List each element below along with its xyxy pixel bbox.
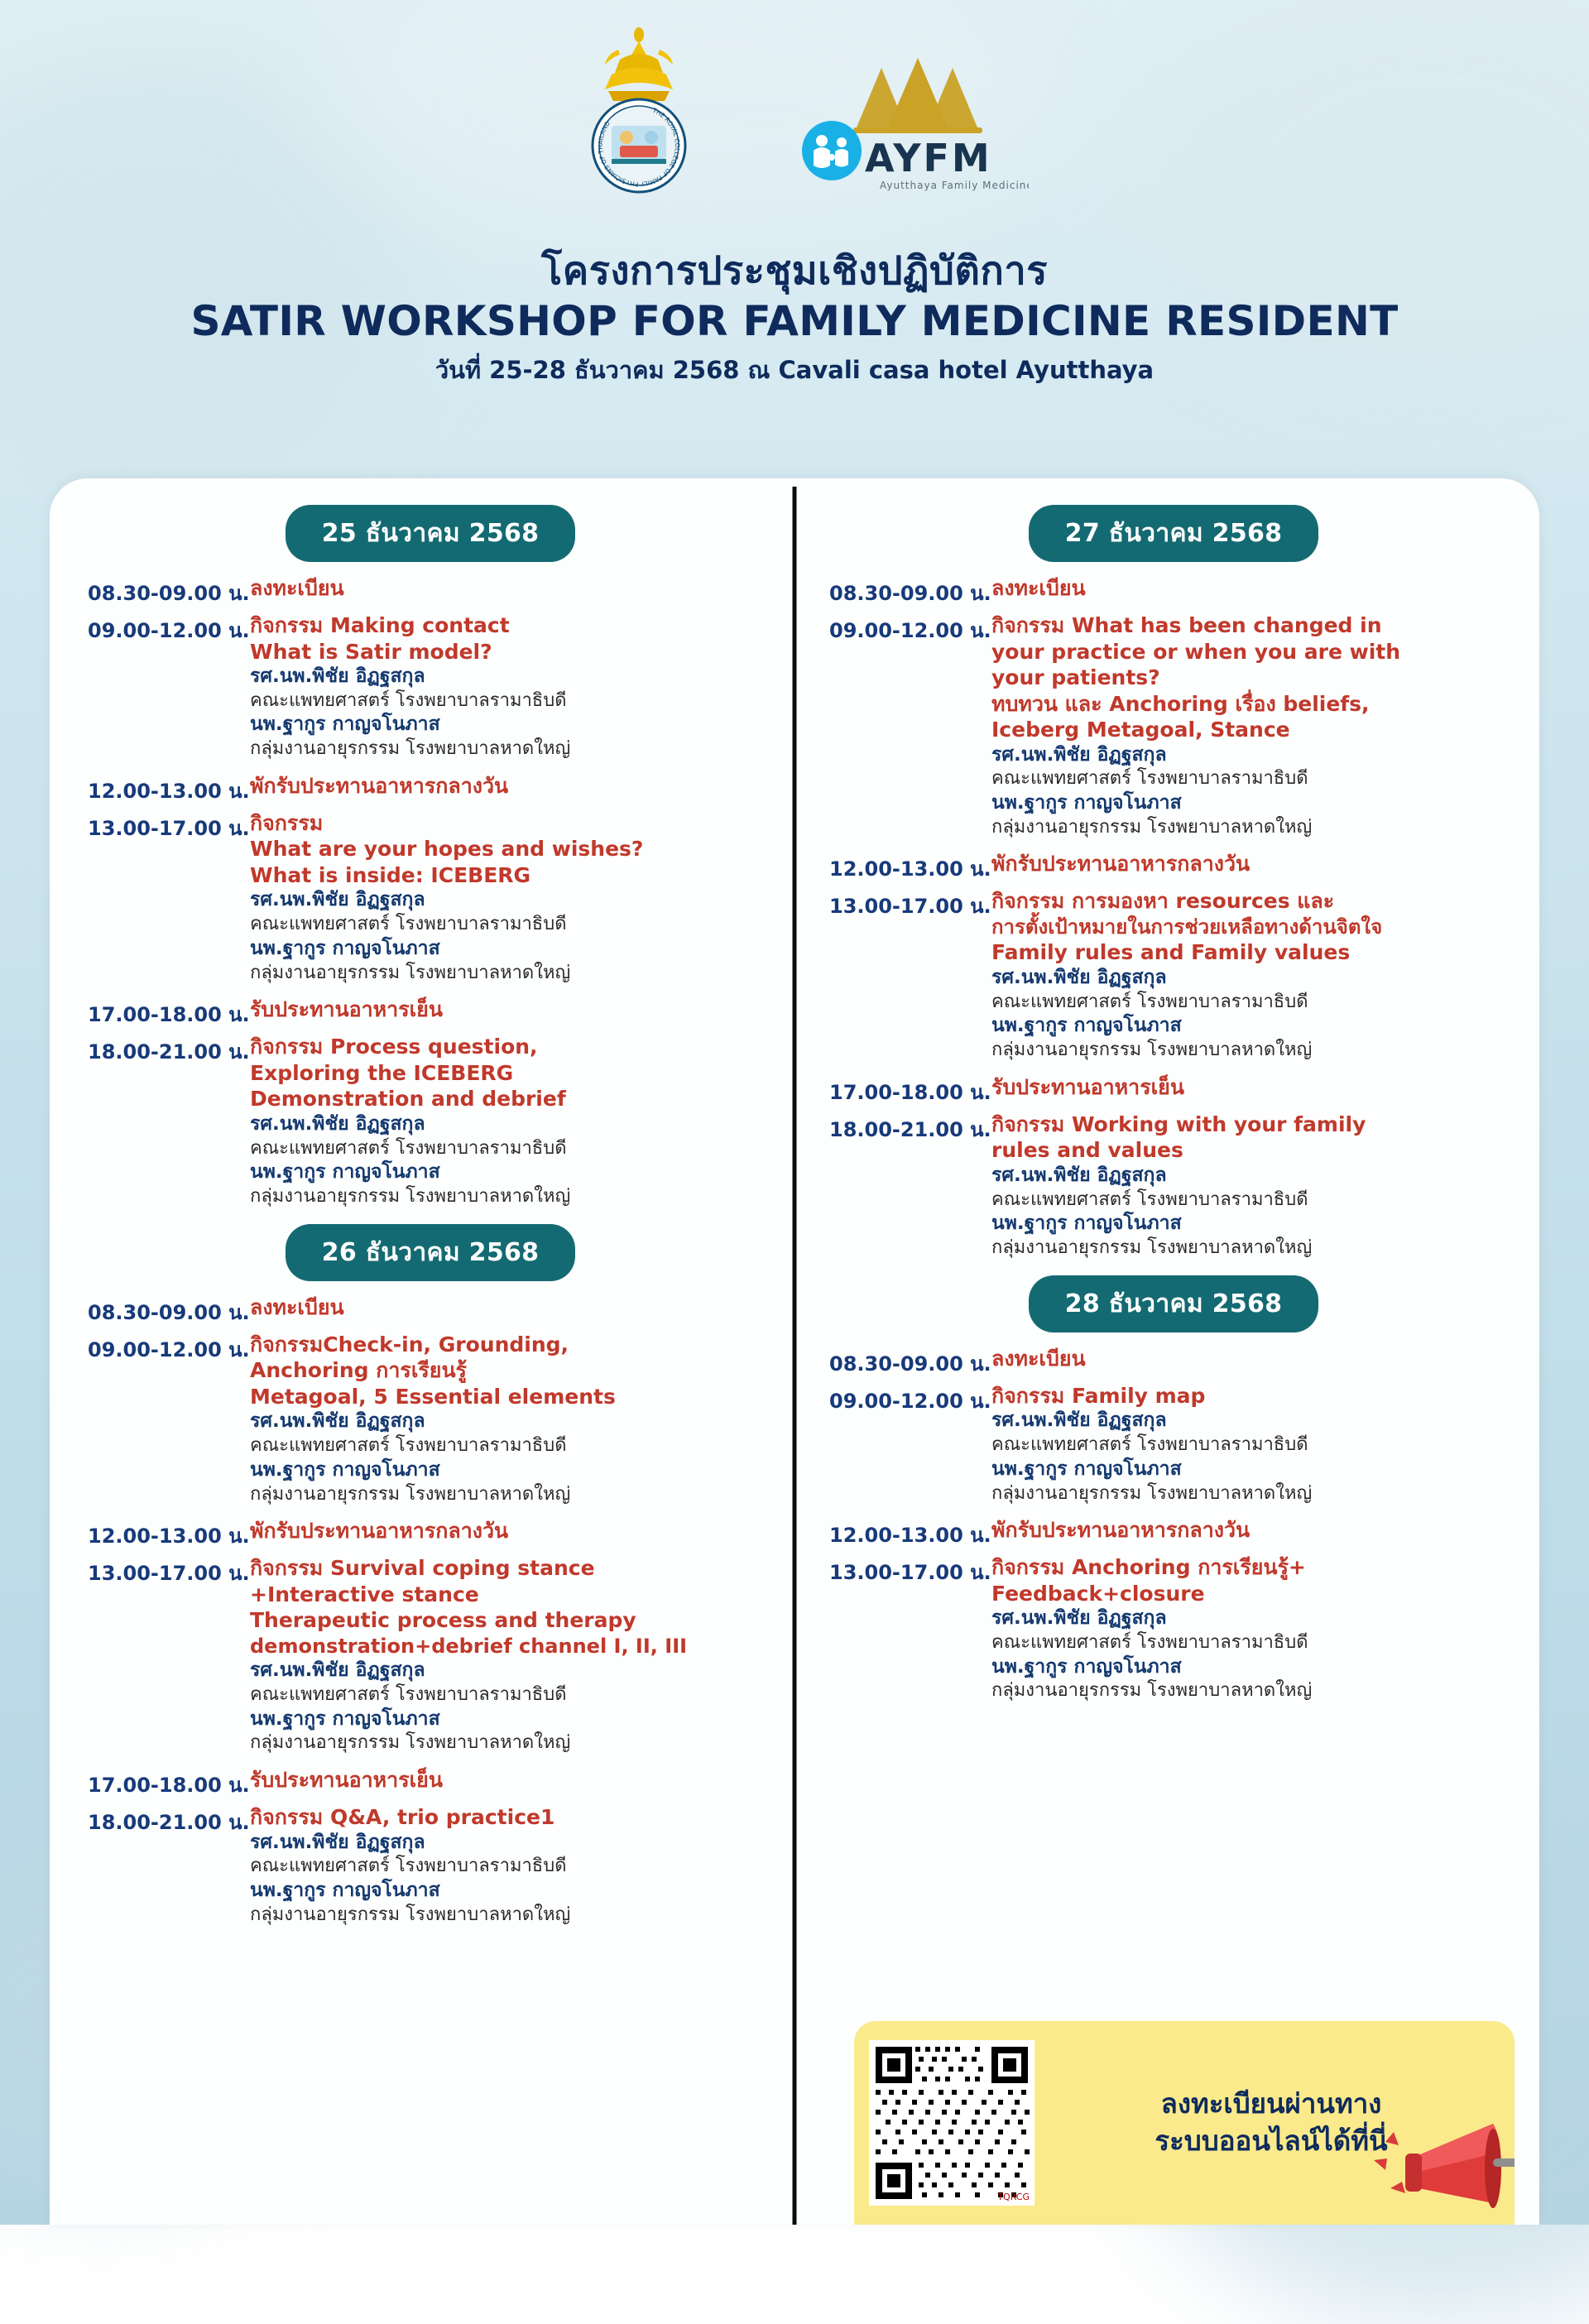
row-spacer (250, 1928, 773, 1936)
schedule-time: 09.00-12.00 น. (88, 1337, 250, 1361)
speaker-affiliation: กลุ่มงานอายุรกรรม โรงพยาบาลหาดใหญ่ (991, 1482, 1313, 1504)
schedule-time: 17.00-18.00 น. (88, 1774, 250, 1798)
schedule-description (991, 1517, 1518, 1549)
activity-line: กิจกรรม การมองหา resources และ (991, 889, 1335, 914)
schedule-day (88, 505, 773, 1217)
row-spacer (250, 985, 773, 993)
row-spacer (250, 1506, 773, 1515)
day-rows (829, 575, 1518, 1269)
row-spacer (991, 1703, 1518, 1712)
speaker-affiliation: กลุ่มงานอายุรกรรม โรงพยาบาลหาดใหญ่ (250, 962, 571, 983)
schedule-description (991, 1112, 1518, 1269)
ayfm-logo (756, 51, 1029, 229)
speaker-name: รศ.นพ.พิชัย อิฏฐสกุล (250, 1112, 425, 1135)
activity-line: your practice or when you are with (991, 639, 1401, 664)
row-spacer (250, 1023, 773, 1028)
schedule-description (250, 575, 773, 607)
speaker-affiliation: กลุ่มงานอายุรกรรม โรงพยาบาลหาดใหญ่ (250, 1186, 571, 1208)
schedule-description (991, 1074, 1518, 1106)
schedule-row (88, 996, 773, 1030)
speaker-affiliation: กลุ่มงานอายุรกรรม โรงพยาบาลหาดใหญ่ (250, 738, 571, 760)
activity-line: กิจกรรม (250, 810, 324, 835)
schedule-description (250, 1518, 773, 1549)
schedule-row (88, 1555, 773, 1764)
row-spacer (250, 1793, 773, 1798)
row-spacer (250, 761, 773, 770)
schedule-row (88, 612, 773, 770)
schedule-time: 08.30-09.00 น. (88, 1300, 250, 1324)
registration-caption-line1: ลงทะเบียนผ่านทาง (1160, 2087, 1382, 2120)
activity-line: พักรับประทานอาหารกลางวัน (250, 773, 509, 798)
activity-line: Demonstration and debrief (250, 1087, 566, 1112)
row-spacer (991, 1371, 1518, 1376)
royal-college-logo (560, 22, 718, 228)
schedule-time: 13.00-17.00 น. (829, 895, 991, 919)
activity-line: กิจกรรมCheck-in, Grounding, (250, 1332, 569, 1356)
speaker-affiliation: คณะแพทยศาสตร์ โรงพยาบาลรามาธิบดี (991, 1632, 1308, 1653)
speaker-name: รศ.นพ.พิชัย อิฏฐสกุล (991, 743, 1167, 766)
schedule-description (991, 888, 1518, 1070)
schedule-time: 12.00-13.00 น. (88, 1525, 250, 1549)
activity-line: ลงทะเบียน (250, 1294, 344, 1319)
schedule-row (829, 851, 1518, 885)
speaker-affiliation: กลุ่มงานอายุรกรรม โรงพยาบาลหาดใหญ่ (991, 1680, 1313, 1702)
logo-row (0, 22, 1589, 245)
row-spacer (250, 1755, 773, 1764)
activity-line: Exploring the ICEBERG (250, 1060, 514, 1085)
activity-line: กิจกรรม Anchoring การเรียนรู้+ (991, 1555, 1306, 1580)
schedule-description (991, 612, 1518, 847)
activity-line: พักรับประทานอาหารกลางวัน (991, 1518, 1251, 1543)
day-rows (829, 1346, 1518, 1712)
schedule-row (829, 1554, 1518, 1712)
speaker-affiliation: คณะแพทยศาสตร์ โรงพยาบาลรามาธิบดี (991, 1188, 1308, 1210)
schedule-description (250, 1294, 773, 1326)
schedule-day (829, 1275, 1518, 1712)
schedule-time: 08.30-09.00 น. (829, 1352, 991, 1376)
speaker-name: รศ.นพ.พิชัย อิฏฐสกุล (991, 1164, 1167, 1186)
activity-line: What is Satir model? (250, 639, 492, 664)
speaker-affiliation: คณะแพทยศาสตร์ โรงพยาบาลรามาธิบดี (250, 1137, 567, 1159)
schedule-row (88, 1804, 773, 1935)
speaker-affiliation: คณะแพทยศาสตร์ โรงพยาบาลรามาธิบดี (991, 991, 1308, 1012)
schedule-description (991, 1554, 1518, 1712)
speaker-affiliation: คณะแพทยศาสตร์ โรงพยาบาลรามาธิบดี (250, 1684, 567, 1705)
schedule-row (829, 575, 1518, 609)
speaker-name: นพ.ฐากูร กาญจโนภาส (991, 1457, 1182, 1480)
day-rows (88, 1294, 773, 1936)
schedule-row (88, 1518, 773, 1552)
speaker-name: รศ.นพ.พิชัย อิฏฐสกุล (991, 966, 1167, 988)
activity-line: Metagoal, 5 Essential elements (250, 1384, 616, 1409)
activity-line: กิจกรรม Working with your family (991, 1112, 1366, 1136)
speaker-affiliation: คณะแพทยศาสตร์ โรงพยาบาลรามาธิบดี (991, 768, 1308, 790)
schedule-row (88, 1294, 773, 1328)
row-spacer (991, 877, 1518, 882)
speaker-affiliation: กลุ่มงานอายุรกรรม โรงพยาบาลหาดใหญ่ (991, 1237, 1313, 1259)
schedule-row (88, 1034, 773, 1217)
schedule-time: 09.00-12.00 น. (88, 619, 250, 642)
activity-line: กิจกรรม Q&A, trio practice1 (250, 1805, 555, 1830)
schedule-description (250, 1332, 773, 1515)
activity-line: การตั้งเป้าหมายในการช่วยเหลือทางด้านจิตใจ (991, 915, 1383, 939)
activity-line: demonstration+debrief channel I, II, III (250, 1634, 688, 1658)
speaker-name: นพ.ฐากูร กาญจโนภาส (250, 713, 440, 736)
schedule-day (829, 505, 1518, 1269)
day-rows (88, 575, 773, 1217)
qr-provider-tag: TQRCG (997, 2192, 1030, 2202)
schedule-description (991, 851, 1518, 882)
schedule-description (250, 1555, 773, 1764)
speaker-name: นพ.ฐากูร กาญจโนภาส (250, 1458, 440, 1481)
schedule-row (88, 1332, 773, 1515)
speaker-name: รศ.นพ.พิชัย อิฏฐสกุล (250, 1410, 425, 1433)
speaker-name: นพ.ฐากูร กาญจโนภาส (250, 1161, 440, 1184)
activity-line: พักรับประทานอาหารกลางวัน (991, 852, 1251, 876)
schedule-time: 09.00-12.00 น. (829, 1389, 991, 1413)
speaker-affiliation: คณะแพทยศาสตร์ โรงพยาบาลรามาธิบดี (250, 1435, 567, 1457)
row-spacer (991, 602, 1518, 607)
activity-line: Family rules and Family values (991, 940, 1351, 965)
activity-line: What is inside: ICEBERG (250, 862, 531, 887)
page-title-english: SATIR WORKSHOP FOR FAMILY MEDICINE RESIDENT (190, 297, 1399, 346)
activity-line: ลงทะเบียน (991, 1346, 1086, 1371)
activity-line: กิจกรรม Making contact (250, 613, 510, 637)
schedule-time: 12.00-13.00 น. (88, 779, 250, 803)
row-spacer (250, 1320, 773, 1325)
speaker-name: รศ.นพ.พิชัย อิฏฐสกุล (991, 1409, 1167, 1432)
activity-line: รับประทานอาหารเย็น (250, 1768, 443, 1793)
speaker-name: รศ.นพ.พิชัย อิฏฐสกุล (250, 1831, 425, 1853)
schedule-time: 12.00-13.00 น. (829, 1524, 991, 1548)
poster-header (0, 0, 1589, 389)
speaker-name: รศ.นพ.พิชัย อิฏฐสกุล (250, 665, 425, 687)
schedule-time: 13.00-17.00 น. (88, 1562, 250, 1586)
registration-panel[interactable] (854, 2021, 1515, 2225)
schedule-time: 08.30-09.00 น. (88, 582, 250, 605)
schedule-time: 17.00-18.00 น. (829, 1080, 991, 1104)
activity-line: รับประทานอาหารเย็น (250, 997, 443, 1022)
schedule-row (829, 888, 1518, 1070)
activity-line: rules and values (991, 1138, 1183, 1163)
schedule-description (250, 773, 773, 804)
event-date-venue: วันที่ 25-28 ธันวาคม 2568 ณ Cavali casa hotel Ayutthaya (434, 355, 1155, 384)
schedule-time: 12.00-13.00 น. (829, 857, 991, 881)
megaphone-icon (1369, 2109, 1515, 2225)
speaker-affiliation: คณะแพทยศาสตร์ โรงพยาบาลรามาธิบดี (250, 1856, 567, 1877)
speaker-affiliation: คณะแพทยศาสตร์ โรงพยาบาลรามาธิบดี (250, 914, 567, 935)
schedule-row (829, 1383, 1518, 1514)
schedule-row (829, 1074, 1518, 1108)
schedule-time: 17.00-18.00 น. (88, 1003, 250, 1027)
activity-line: Therapeutic process and therapy (250, 1608, 636, 1633)
speaker-name: รศ.นพ.พิชัย อิฏฐสกุล (250, 1659, 425, 1682)
registration-caption-line2: ระบบออนไลน์ได้ที่นี่ (1155, 2125, 1388, 2157)
row-spacer (991, 1260, 1518, 1269)
speaker-name: รศ.นพ.พิชัย อิฏฐสกุล (250, 889, 425, 911)
schedule-description (250, 1034, 773, 1217)
activity-line: Anchoring การเรียนรู้ (250, 1358, 467, 1383)
schedule-row (829, 1112, 1518, 1269)
row-spacer (991, 839, 1518, 847)
speaker-name: นพ.ฐากูร กาญจโนภาส (991, 1655, 1182, 1678)
schedule-description (250, 996, 773, 1028)
activity-line: กิจกรรม Process question, (250, 1035, 538, 1059)
schedule-description (250, 1804, 773, 1935)
schedule-row (829, 1517, 1518, 1551)
speaker-name: นพ.ฐากูร กาญจโนภาส (991, 791, 1182, 814)
schedule-column-left (50, 478, 794, 2225)
activity-line: ทบทวน และ Anchoring เรื่อง beliefs, (991, 691, 1370, 716)
day-header-pill: 25 ธันวาคม 2568 (286, 505, 576, 562)
row-spacer (991, 1100, 1518, 1105)
activity-line: รับประทานอาหารเย็น (991, 1074, 1184, 1099)
speaker-affiliation: คณะแพทยศาสตร์ โรงพยาบาลรามาธิบดี (250, 689, 567, 711)
schedule-description (991, 1346, 1518, 1377)
row-spacer (250, 1209, 773, 1217)
schedule-description (250, 810, 773, 993)
day-header-pill: 28 ธันวาคม 2568 (1029, 1275, 1319, 1332)
schedule-time: 18.00-21.00 น. (88, 1040, 250, 1064)
activity-line: ลงทะเบียน (250, 576, 344, 600)
activity-line: กิจกรรม Survival coping stance (250, 1556, 595, 1581)
schedule-row (88, 810, 773, 993)
day-header-pill: 26 ธันวาคม 2568 (286, 1224, 576, 1281)
schedule-day (88, 1224, 773, 1936)
schedule-card (50, 478, 1539, 2225)
schedule-description (991, 575, 1518, 607)
row-spacer (991, 1063, 1518, 1071)
activity-line: Feedback+closure (991, 1581, 1205, 1606)
schedule-time: 18.00-21.00 น. (88, 1811, 250, 1835)
row-spacer (250, 602, 773, 607)
svg-text:THE ROYAL COLLEGE OF FAMILY PH: THE ROYAL COLLEGE OF FAMILY PHYSICIANS OF THAILAND (596, 106, 681, 189)
speaker-name: นพ.ฐากูร กาญจโนภาส (250, 937, 440, 959)
speaker-name: นพ.ฐากูร กาญจโนภาส (991, 1015, 1182, 1037)
schedule-row (829, 612, 1518, 847)
activity-line: +Interactive stance (250, 1582, 479, 1606)
schedule-column-right (794, 478, 1539, 2225)
speaker-name: นพ.ฐากูร กาญจโนภาส (250, 1880, 440, 1902)
activity-line: ลงทะเบียน (991, 576, 1086, 600)
schedule-columns (50, 478, 1539, 2225)
row-spacer (991, 1505, 1518, 1514)
activity-line: กิจกรรม What has been changed in (991, 613, 1382, 637)
activity-line: your patients? (991, 665, 1160, 689)
speaker-name: รศ.นพ.พิชัย อิฏฐสกุล (991, 1607, 1167, 1630)
row-spacer (250, 1544, 773, 1549)
speaker-affiliation: คณะแพทยศาสตร์ โรงพยาบาลรามาธิบดี (991, 1434, 1308, 1456)
speaker-affiliation: กลุ่มงานอายุรกรรม โรงพยาบาลหาดใหญ่ (250, 1904, 571, 1925)
registration-qr-code[interactable] (869, 2040, 1035, 2206)
speaker-affiliation: กลุ่มงานอายุรกรรม โรงพยาบาลหาดใหญ่ (991, 816, 1313, 838)
schedule-time: 13.00-17.00 น. (829, 1561, 991, 1585)
schedule-time: 18.00-21.00 น. (829, 1117, 991, 1141)
activity-line: กิจกรรม Family map (991, 1383, 1206, 1408)
row-spacer (250, 799, 773, 804)
speaker-affiliation: กลุ่มงานอายุรกรรม โรงพยาบาลหาดใหญ่ (991, 1040, 1313, 1061)
schedule-description (250, 612, 773, 770)
schedule-row (88, 575, 773, 609)
svg-text:Ayutthaya Family Medicine: Ayutthaya Family Medicine (880, 180, 1029, 191)
schedule-row (88, 1767, 773, 1801)
activity-line: Iceberg Metagoal, Stance (991, 718, 1290, 742)
schedule-row (829, 1346, 1518, 1380)
schedule-description (991, 1383, 1518, 1514)
activity-line: พักรับประทานอาหารกลางวัน (250, 1519, 509, 1544)
schedule-row (88, 773, 773, 807)
row-spacer (991, 1544, 1518, 1549)
speaker-affiliation: กลุ่มงานอายุรกรรม โรงพยาบาลหาดใหญ่ (250, 1732, 571, 1754)
page-title-thai: โครงการประชุมเชิงปฏิบัติการ (541, 248, 1048, 294)
schedule-time: 08.30-09.00 น. (829, 582, 991, 605)
activity-line: What are your hopes and wishes? (250, 837, 644, 862)
schedule-time: 09.00-12.00 น. (829, 619, 991, 642)
speaker-name: นพ.ฐากูร กาญจโนภาส (250, 1707, 440, 1730)
svg-text:AYFM: AYFM (865, 136, 992, 180)
schedule-time: 13.00-17.00 น. (88, 816, 250, 840)
speaker-name: นพ.ฐากูร กาญจโนภาส (991, 1212, 1182, 1235)
schedule-description (250, 1767, 773, 1798)
speaker-affiliation: กลุ่มงานอายุรกรรม โรงพยาบาลหาดใหญ่ (250, 1483, 571, 1505)
day-header-pill: 27 ธันวาคม 2568 (1029, 505, 1319, 562)
